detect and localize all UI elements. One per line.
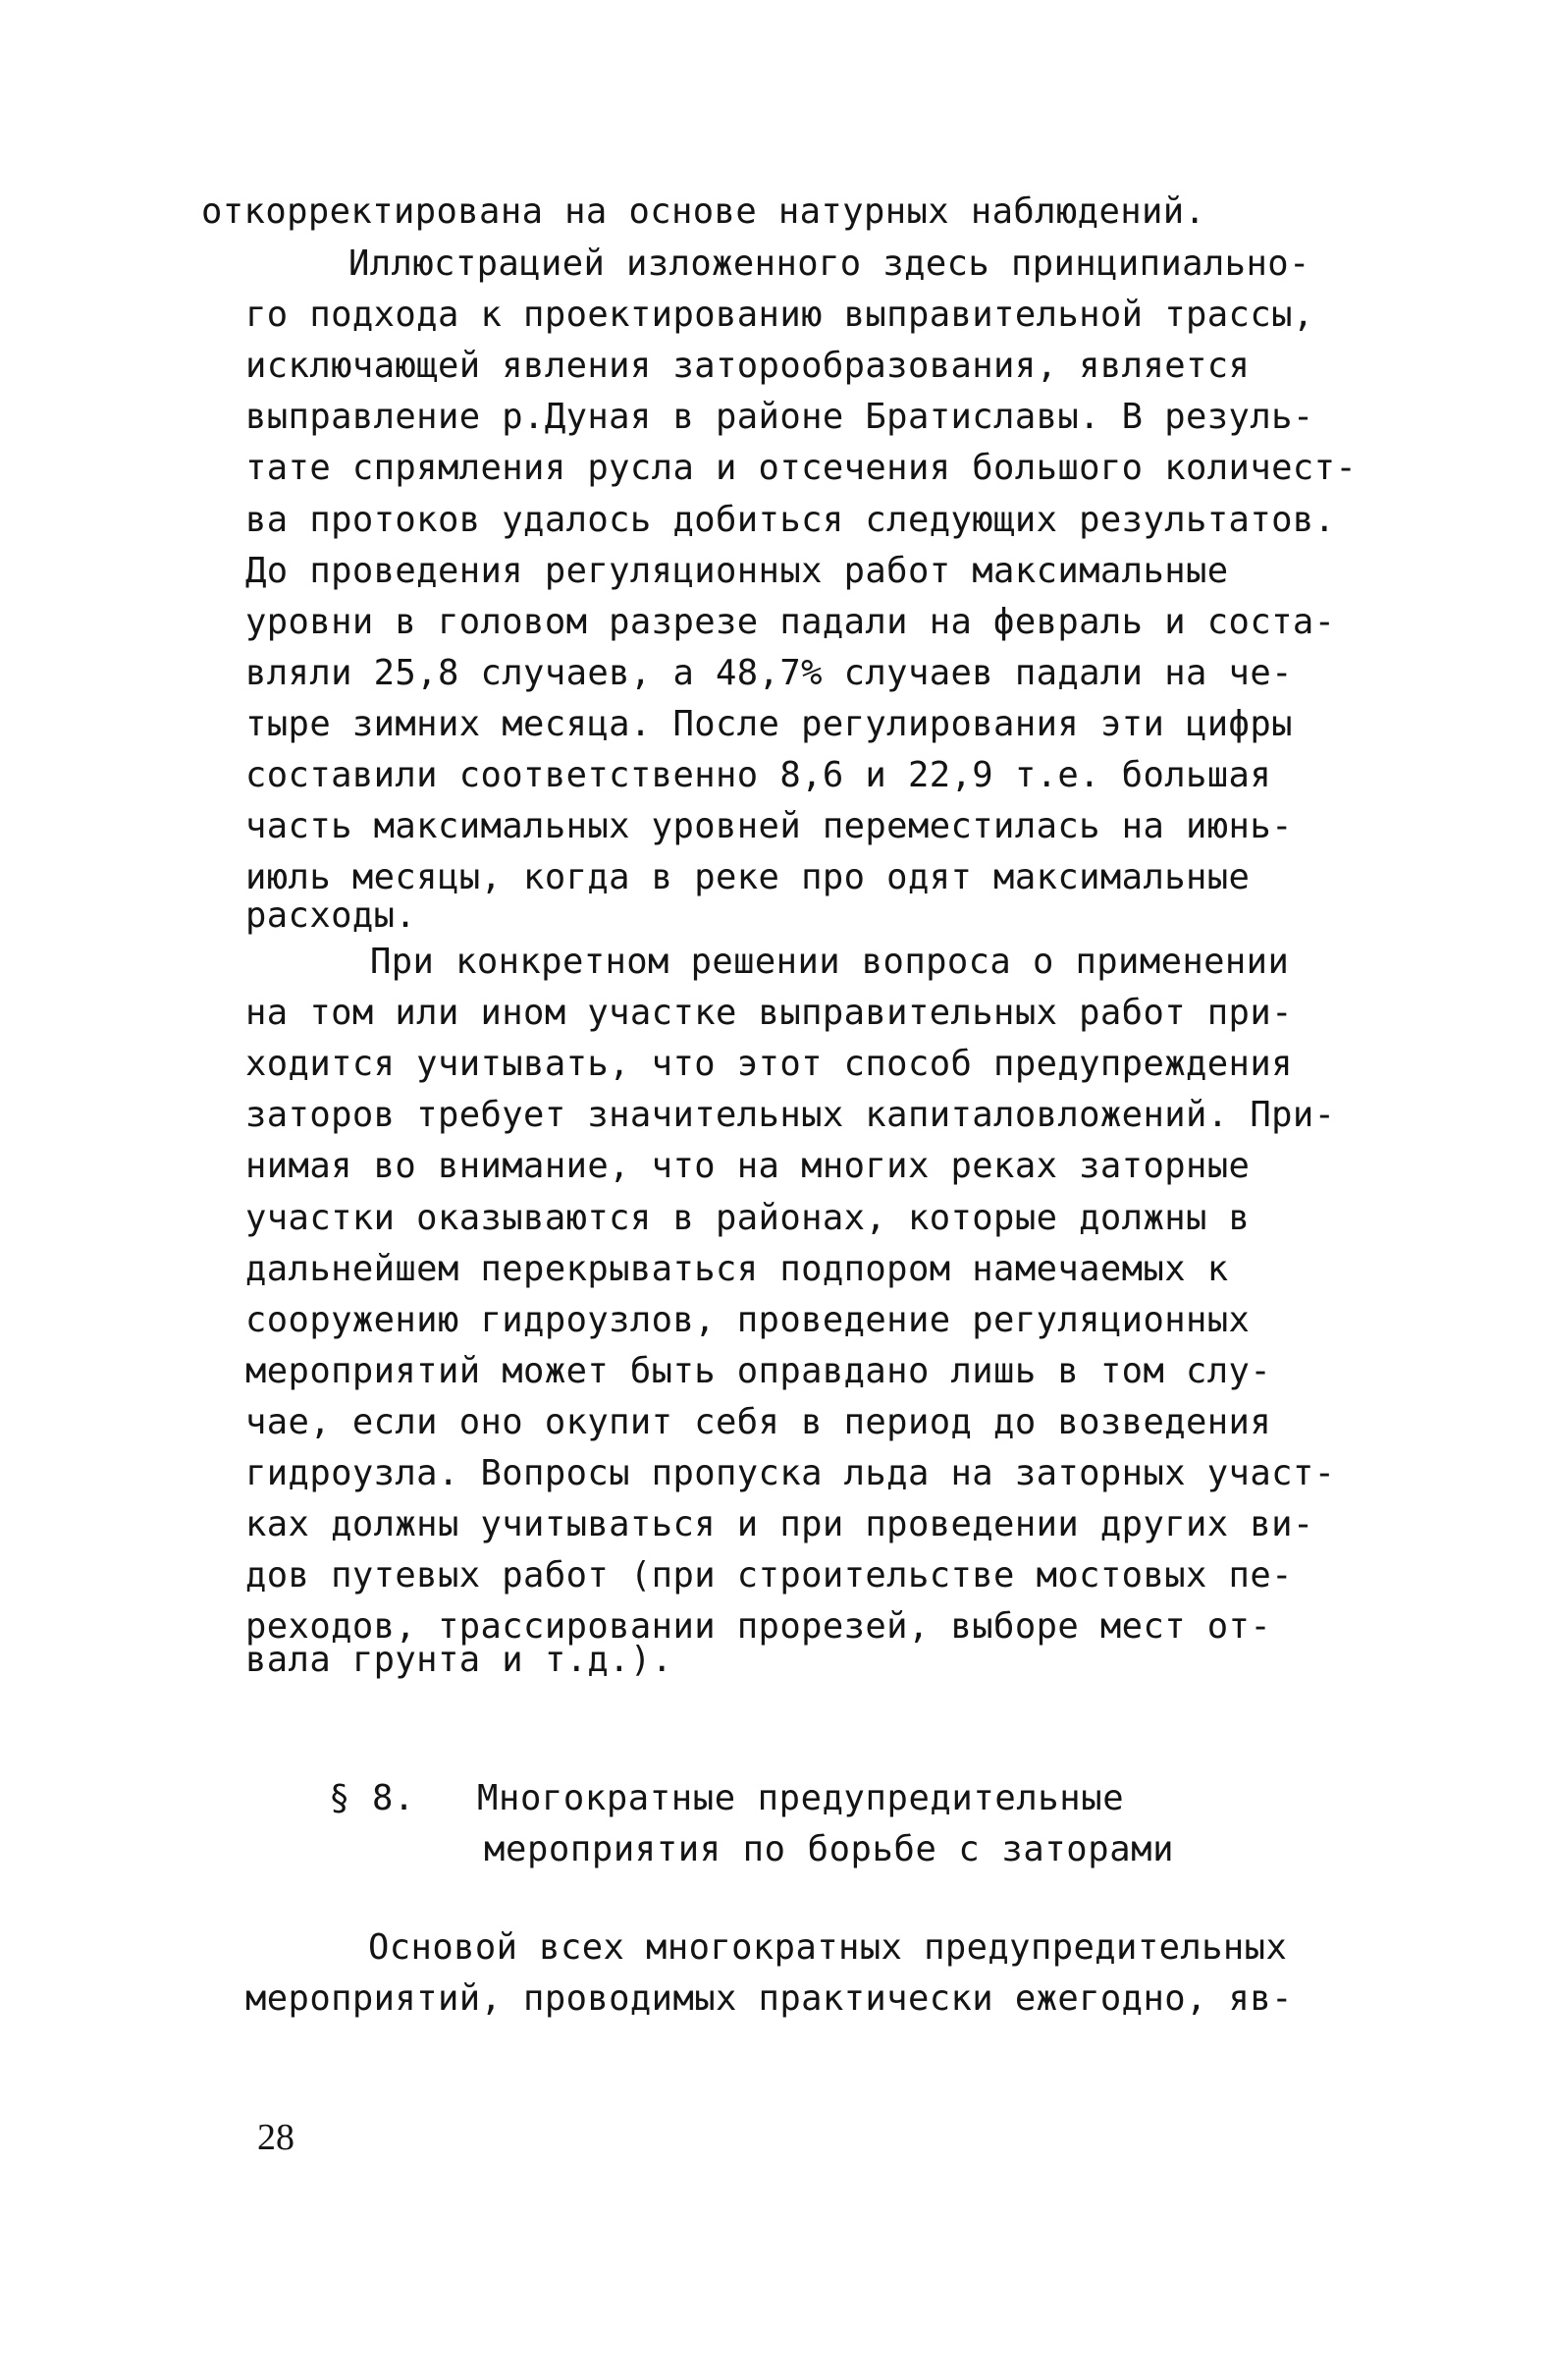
text-line: ва протоков удалось добиться следующих результатов.	[245, 500, 1336, 540]
text-line: заторов требует значительных капиталовложений. При-	[245, 1095, 1336, 1135]
text-line: уровни в головом разрезе падали на февраль и соста-	[245, 602, 1336, 642]
text-line: сооружению гидроузлов, проведение регуляционных	[245, 1300, 1251, 1340]
text-line: июль месяцы, когда в реке про одят максимальные	[245, 857, 1251, 897]
text-line: чае, если оно окупит себя в период до возведения	[245, 1402, 1272, 1442]
text-line: вляли 25,8 случаев, а 48,7% случаев падали на че-	[245, 653, 1293, 693]
text-line: го подхода к проектированию выправительной трассы,	[245, 295, 1314, 335]
section-number: § 8.	[329, 1778, 415, 1818]
text-line: выправление р.Дуная в районе Братиславы. В резуль-	[245, 397, 1314, 437]
text-line: на том или ином участке выправительных работ при-	[245, 993, 1293, 1033]
text-line: участки оказываются в районах, которые должны в	[245, 1198, 1251, 1238]
text-line: часть максимальных уровней переместилась на июнь-	[245, 806, 1293, 846]
text-line: До проведения регуляционных работ максимальные	[245, 551, 1229, 591]
text-line: Основой всех многократных предупредительных	[368, 1927, 1288, 1968]
text-line: При конкретном решении вопроса о применении	[370, 942, 1290, 982]
text-line: мероприятий, проводимых практически ежегодно, яв-	[245, 1978, 1293, 2019]
text-line: гидроузла. Вопросы пропуска льда на заторных участ-	[245, 1453, 1336, 1493]
page-number: 28	[257, 2117, 294, 2158]
text-line: мероприятий может быть оправдано лишь в том слу-	[245, 1351, 1272, 1391]
section-title-line: мероприятия по борьбе с заторами	[484, 1829, 1175, 1869]
text-line: реходов, трассировании прорезей, выборе мест от-	[245, 1606, 1272, 1647]
text-line: расходы.	[245, 895, 417, 936]
text-line: дов путевых работ (при строительстве мостовых пе-	[245, 1555, 1293, 1596]
text-line: нимая во внимание, что на многих реках заторные	[245, 1146, 1251, 1186]
text-line: составили соответственно 8,6 и 22,9 т.е. большая	[245, 755, 1272, 795]
text-line: тате спрямления русла и отсечения большого количест-	[245, 448, 1358, 488]
text-line: откорректирована на основе натурных наблюдений.	[201, 191, 1206, 232]
text-line: вала грунта и т.д.).	[245, 1640, 673, 1680]
text-line: Иллюстрацией изложенного здесь принципиально-	[348, 243, 1310, 284]
text-line: исключающей явления заторообразования, является	[245, 346, 1251, 386]
text-line: ходится учитывать, что этот способ предупреждения	[245, 1044, 1293, 1084]
text-line: тыре зимних месяца. После регулирования эти цифры	[245, 704, 1293, 744]
section-title-line: Многократные предупредительные	[477, 1778, 1125, 1818]
text-line: дальнейшем перекрываться подпором намечаемых к	[245, 1249, 1229, 1289]
text-line: ках должны учитываться и при проведении других ви-	[245, 1504, 1314, 1544]
